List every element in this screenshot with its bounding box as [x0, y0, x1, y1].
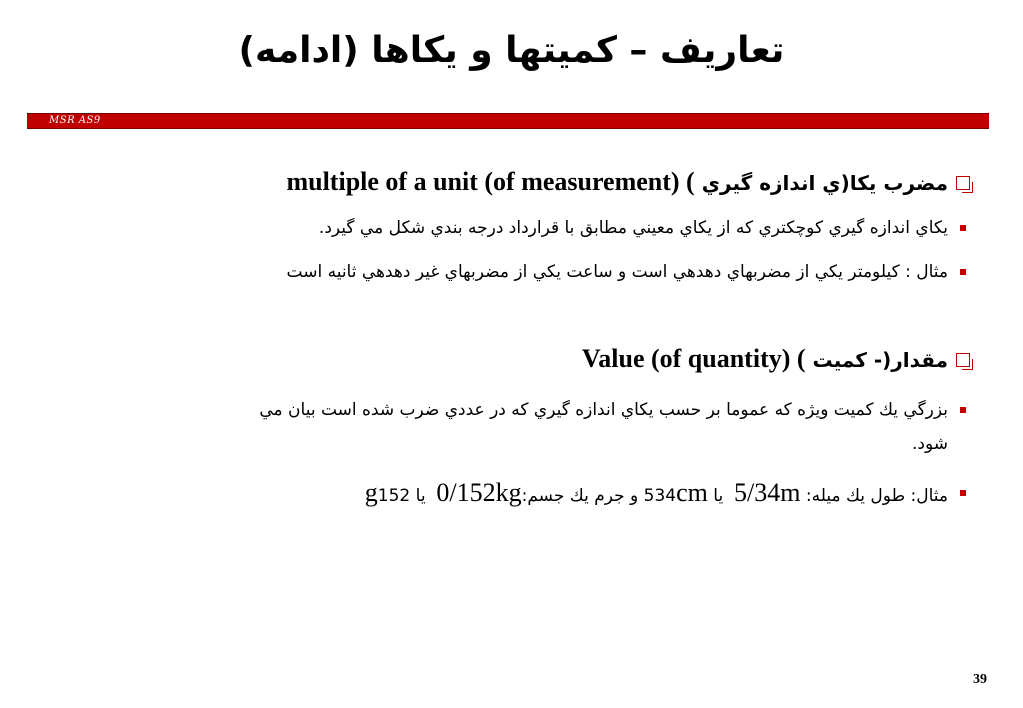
section2-item-1-line2: شود. — [911, 434, 948, 454]
or-word: يا — [415, 486, 426, 506]
header-bar — [27, 113, 989, 129]
square-bullet-icon — [960, 407, 966, 413]
rod-length-m: 5/34m — [734, 478, 801, 507]
square-bullet-icon — [960, 490, 966, 496]
section2-item-2 — [40, 476, 948, 513]
example-prefix: مثال: طول يك ميله: — [805, 486, 948, 506]
section2-item-1-line1: بزرگي يك كميت ويژه كه عموما بر حسب يكاي اندازه گيري كه در عددي ضرب شده است بيان مي — [259, 400, 948, 420]
mass-prefix: و جرم يك جسم: — [521, 486, 639, 506]
rod-length-cm: 534cm — [643, 478, 708, 507]
section1-item-1-text: يكاي اندازه گيري كوچكتري كه از يكاي معيني مطابق با قرارداد درجه بندي شكل مي گيرد. — [318, 218, 948, 238]
mass-g: g152 — [364, 478, 411, 507]
page-number: 39 — [973, 672, 987, 687]
square-bullet-icon — [960, 225, 966, 231]
section2-heading-fa: مقدار(- کمیت — [812, 348, 948, 372]
header-bar-text: MSR AS9 — [49, 115, 101, 126]
section1-item-2 — [40, 255, 948, 289]
section1-item-1 — [40, 211, 948, 245]
mass-kg: 0/152kg — [436, 478, 522, 507]
slide-title: تعاریف – کمیتها و یکاها (ادامه) — [238, 30, 785, 71]
section2-item-1 — [40, 393, 948, 461]
square-bullet-icon — [960, 269, 966, 275]
section1-heading-fa: مضرب یکا(ي اندازه گیري — [701, 171, 948, 195]
section2-heading — [40, 345, 948, 374]
section1-heading — [40, 168, 948, 197]
hollow-square-bullet-icon — [956, 353, 970, 367]
or-word: يا — [713, 486, 724, 506]
hollow-square-bullet-icon — [956, 176, 970, 190]
section1-heading-en: multiple of a unit (of measurement) ( — [286, 167, 695, 196]
section2-heading-en: Value (of quantity) ( — [581, 344, 806, 373]
section1-item-2-text: مثال : كيلومتر يكي از مضربهاي دهدهي است و ساعت يكي از مضربهاي غير دهدهي ثانيه است — [286, 262, 948, 282]
